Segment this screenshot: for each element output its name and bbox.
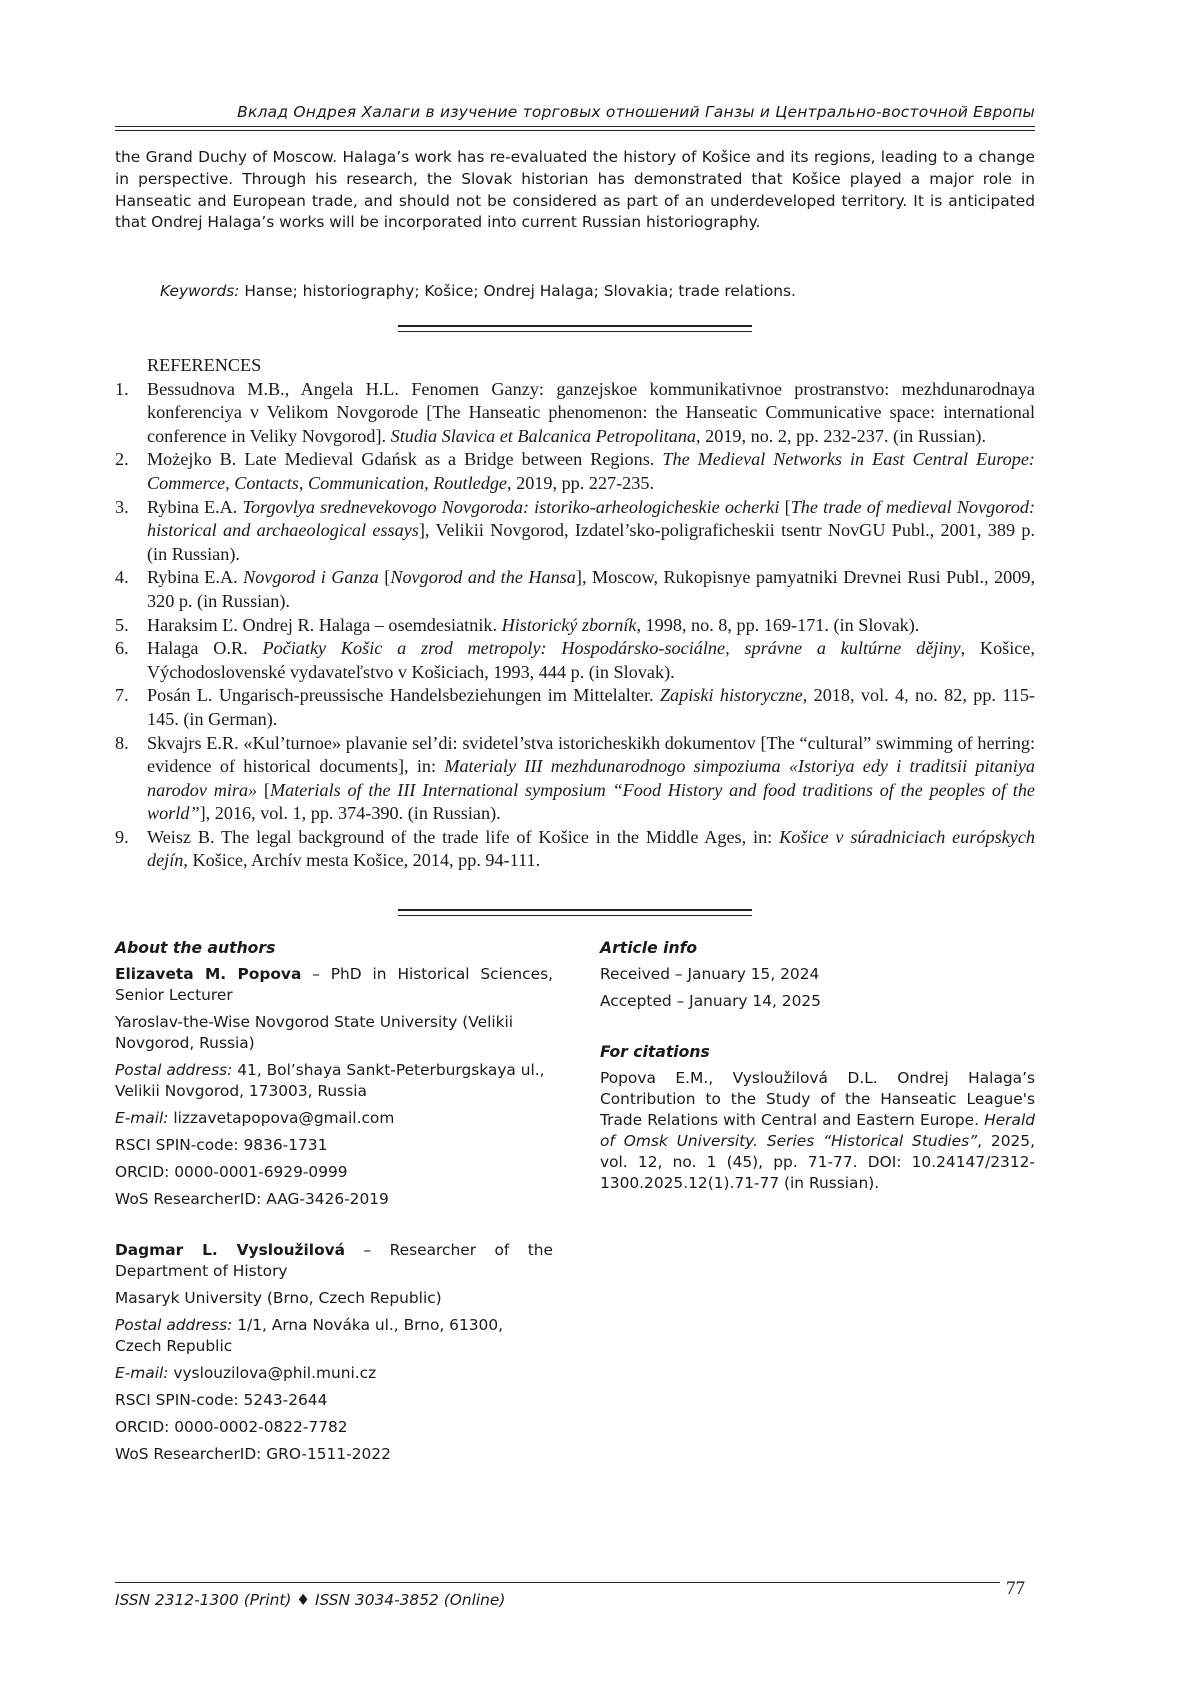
reference-text: Weisz B. The legal background of the trade life of Košice in the Middle Ages, in: [147,826,780,847]
reference-text: ], Moscow, Rukopisnye pamyatniki Drevnei Rusi Publ., 2009, 320 p. (in Russian). [147,567,1035,611]
citation-text [600,1068,1035,1194]
postal-address: 1/1, Arna Nováka ul., Brno, 61300, Czech Republic [115,1316,504,1355]
author-rsci: RSCI SPIN-code: 5243-2644 [115,1391,328,1409]
reference-text: Bessudnova M.B., Angela H.L. Fenomen Ganzy: ganzejskoe kommunikativnoe prostranstvo: mezhdunarodnaya konferenciya v Velikom Novgorode [The Hanseatic phenomenon: the Hanseatic Communicative space: international conference in Veliky Novgorod]. [147,378,1035,446]
reference-item [115,826,1035,873]
reference-number: 6. [115,638,129,659]
citation-title: For citations [600,1043,710,1061]
reference-text: , Košice, Archív mesta Košice, 2014, pp. 94-111. [183,850,541,871]
author-rsci: RSCI SPIN-code: 9836-1731 [115,1136,328,1154]
abstract-text: the Grand Duchy of Moscow. Halaga’s work has re-evaluated the history of Košice and its regions, leading to a change in perspective. Through his research, the Slovak historian has demonstrated that Košice played a major role in Hanseatic and European trade, and should not be considered as part of an underdeveloped territory. It is anticipated that Ondrej Halaga’s works will be incorporated into current Russian historiography. [115,148,1035,232]
reference-italic: Počiatky Košic a zrod metropoly: Hospodársko-sociálne, správne a kultúrne dějiny [262,638,961,659]
reference-item [115,614,1035,638]
reference-italic: Novgorod and the Hansa [390,567,576,588]
email-label: E-mail: [115,1364,169,1382]
reference-italic: Zapiski historyczne [659,685,803,706]
postal-label: Postal address: [115,1316,233,1334]
reference-text: ], 2016, vol. 1, pp. 374-390. (in Russian). [199,803,501,824]
citation-part: Popova E.M., Vysloužilová D.L. Ondrej Halaga’s Contribution to the Study of the Hanseatic League's Trade Relations with Central and Eastern Europe. [600,1069,1035,1129]
footer-rule [115,1582,1000,1583]
author-role: – PhD in Historical Sciences, Senior Lecturer [115,965,553,1004]
reference-text: Halaga O.R. [147,638,263,659]
header-rule [115,126,1035,127]
reference-number: 5. [115,614,129,635]
running-title: Вклад Ондрея Халаги в изучение торговых отношений Ганзы и Центрально-восточной Европы [237,103,1035,121]
reference-text: ], Velikii Novgorod, Izdatel’sko-poligraficheskii tsentr NovGU Publ., 2001, 389 p. (in Russian). [147,520,1035,564]
accepted-date: Accepted – January 14, 2025 [600,992,821,1010]
about-authors-title: About the authors [115,939,276,957]
author-postal [115,1060,553,1102]
author-affiliation: Masaryk University (Brno, Czech Republic) [115,1289,442,1307]
reference-text: Rybina E.A. [147,567,244,588]
reference-item [115,732,1035,826]
keywords-line [160,280,1035,302]
received-date: Received – January 15, 2024 [600,965,820,983]
reference-number: 3. [115,496,129,517]
reference-text: Możejko B. Late Medieval Gdańsk as a Bridge between Regions. [147,449,663,470]
reference-text: Posán L. Ungarisch-preussische Handelsbeziehungen im Mittelalter. [147,685,660,706]
reference-italic: Historický zborník [501,614,637,635]
reference-text: [ [378,567,391,588]
references-heading: REFERENCES [147,355,262,375]
reference-number: 4. [115,567,129,588]
author-orcid: ORCID: 0000-0001-6929-0999 [115,1163,348,1181]
section-separator-top [398,325,752,332]
footer-issn: ISSN 2312-1300 (Print) ♦ ISSN 3034-3852 (Online) [115,1591,506,1609]
reference-text: , Košice, Východoslovenské vydavateľstvo v Košiciach, 1993, 444 p. (in Slovak). [147,638,1035,682]
reference-text: Skvajrs E.R. «Kul’turnoe» plavanie sel’di: svidetel’stva istoricheskikh dokumentov [The “cultural” swimming of herring: evidence of historical documents], in: [147,732,1035,777]
reference-number: 7. [115,685,129,706]
article-info-title: Article info [600,939,698,957]
reference-text: [ [779,496,791,517]
author-block [115,1240,553,1465]
author-name: Elizaveta M. Popova [115,965,302,983]
reference-item [115,496,1035,567]
spacer [115,1216,553,1240]
reference-item [115,684,1035,731]
author-role: – Researcher of the Department of History [115,1241,553,1280]
author-email [115,1108,553,1129]
reference-item [115,448,1035,495]
reference-text: , 1998, no. 8, pp. 169-171. (in Slovak). [636,614,920,635]
reference-item [115,637,1035,684]
reference-text: Rybina E.A. [147,496,243,517]
page-number: 77 [1006,1578,1025,1599]
spacer [600,1018,1035,1042]
reference-text: [ [257,779,270,800]
reference-number: 8. [115,732,129,753]
author-orcid: ORCID: 0000-0002-0822-7782 [115,1418,348,1436]
keywords-label: Keywords: [160,282,240,300]
reference-italic: Materialy III mezhdunarodnogo simpoziuma «Istoriya edy i traditsii pitaniya narodov mira» [147,756,1035,800]
section-separator-bottom [398,909,752,916]
reference-italic: The Medieval Networks in East Central Europe: Commerce, Contacts, Communication, Routledge [147,449,1035,493]
reference-list [115,378,1035,873]
keywords-text: Hanse; historiography; Košice; Ondrej Halaga; Slovakia; trade relations. [244,282,796,300]
reference-italic: Novgorod i Ganza [243,567,379,588]
about-authors-column [115,938,553,1471]
email-label: E-mail: [115,1109,169,1127]
author-wos: WoS ResearcherID: AAG-3426-2019 [115,1190,389,1208]
reference-italic: Košice v súradniciach európskych dejín [147,826,1035,871]
author-block [115,964,553,1210]
author-name-role [115,1240,553,1282]
references-section [115,354,1035,873]
postal-address: 41, Bol’shaya Sankt-Peterburgskaya ul., Velikii Novgorod, 173003, Russia [115,1061,545,1100]
reference-item [115,566,1035,613]
reference-number: 1. [115,378,129,399]
reference-italic: Torgovlya srednevekovogo Novgoroda: istoriko-arheologicheskie ocherki [242,496,780,517]
reference-text: , 2018, vol. 4, no. 82, pp. 115-145. (in German). [147,685,1035,729]
author-postal [115,1315,553,1357]
email-address[interactable]: vyslouzilova@phil.muni.cz [168,1364,377,1382]
author-name: Dagmar L. Vysloužilová [115,1241,346,1259]
reference-italic: Materials of the III International symposium “Food History and food traditions of the peoples of the world” [147,779,1035,824]
reference-text: Haraksim Ľ. Ondrej R. Halaga – osemdesiatnik. [147,614,502,635]
article-info-column [600,938,1035,1200]
reference-text: , 2019, no. 2, pp. 232-237. (in Russian). [696,425,987,446]
reference-text: , 2019, pp. 227-235. [507,472,655,493]
author-affiliation: Yaroslav-the-Wise Novgorod State University (Velikii Novgorod, Russia) [115,1013,514,1052]
postal-label: Postal address: [115,1061,233,1079]
reference-italic: Studia Slavica et Balcanica Petropolitana [390,425,697,446]
citation-journal: Herald of Omsk University. Series “Historical Studies” [600,1111,1035,1150]
reference-italic: The trade of medieval Novgorod: historical and archaeological essays [147,496,1035,541]
citation-part: , 2025, vol. 12, no. 1 (45), pp. 71-77. DOI: 10.24147/2312-1300.2025.12(1).71-77 (in Russian). [600,1132,1035,1192]
reference-number: 2. [115,449,129,470]
author-name-role [115,964,553,1006]
header-rule-thin [115,130,1035,131]
author-email [115,1363,553,1384]
email-address[interactable]: lizzavetapopova@gmail.com [168,1109,395,1127]
reference-number: 9. [115,826,129,847]
reference-item [115,378,1035,449]
author-wos: WoS ResearcherID: GRO-1511-2022 [115,1445,391,1463]
